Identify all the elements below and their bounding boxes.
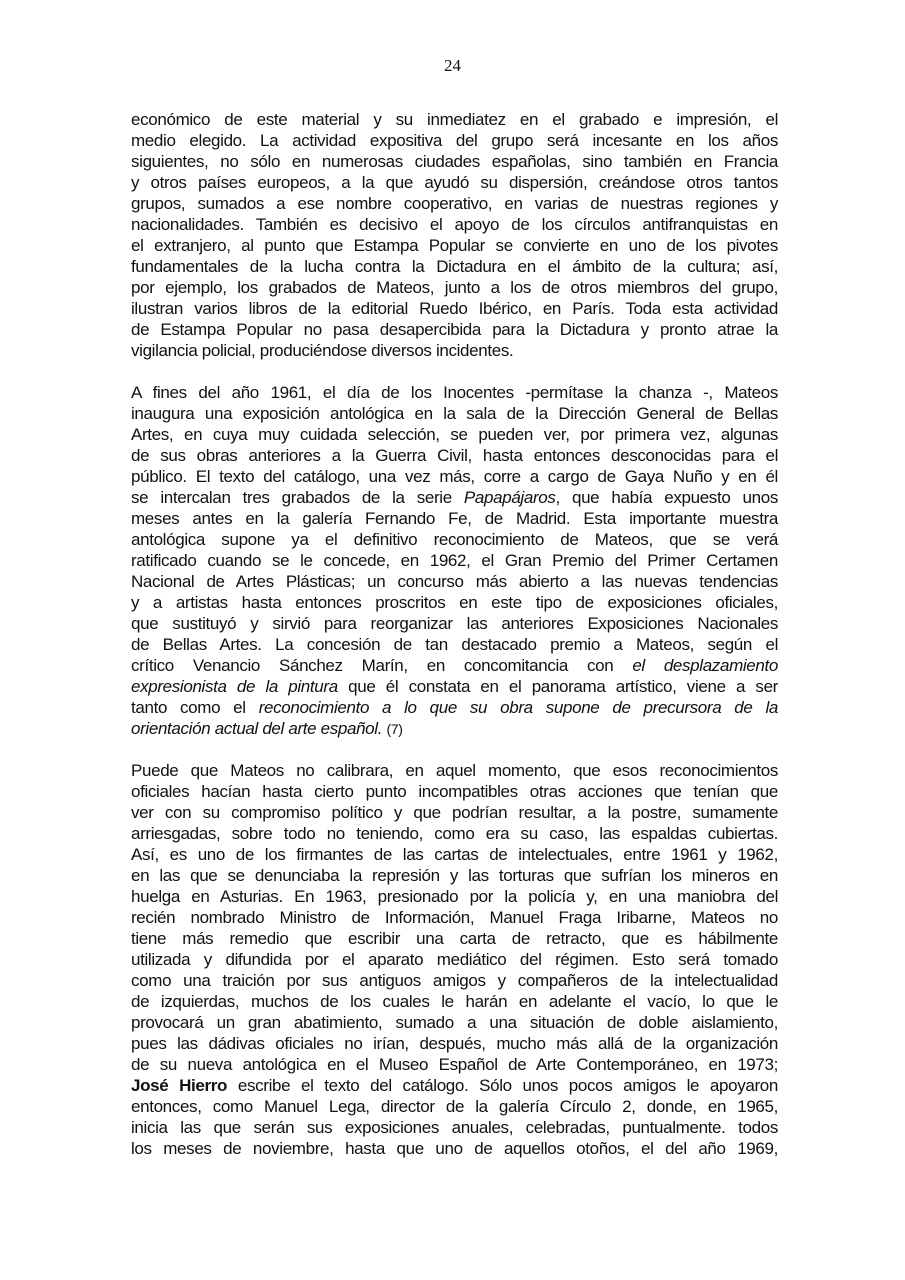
- text-segment: se intercalan tres grabados de la serie: [131, 488, 464, 507]
- text-line: de izquierdas, muchos de los cuales le harán en adelante el vacío, lo que le: [131, 992, 778, 1011]
- text-line: utilizada y difundida por el aparato mediático del régimen. Esto será tomado: [131, 950, 778, 969]
- text-line: en las que se denunciaba la represión y las torturas que sufrían los mineros en: [131, 866, 778, 885]
- text-line: [131, 655, 778, 676]
- page-number: 24: [444, 56, 461, 75]
- italic-text: el desplazamiento: [632, 656, 778, 675]
- text-line: vigilancia policial, produciéndose diversos incidentes.: [131, 341, 514, 360]
- text-line: [131, 1075, 778, 1096]
- text-line: siguientes, no sólo en numerosas ciudades españolas, sino también en Francia: [131, 152, 778, 171]
- text-line: Así, es uno de los firmantes de las cartas de intelectuales, entre 1961 y 1962,: [131, 845, 778, 864]
- text-line: provocará un gran abatimiento, sumado a una situación de doble aislamiento,: [131, 1013, 778, 1032]
- text-line: meses antes en la galería Fernando Fe, de Madrid. Esta importante muestra: [131, 509, 778, 528]
- paragraph: [131, 760, 778, 1159]
- text-line: inaugura una exposición antológica en la sala de la Dirección General de Bellas: [131, 404, 778, 423]
- text-line: A fines del año 1961, el día de los Inocentes -permítase la chanza -, Mateos: [131, 383, 778, 402]
- text-line: Nacional de Artes Plásticas; un concurso más abierto a las nuevas tendencias: [131, 572, 778, 591]
- text-line: ver con su compromiso político y que podrían resultar, a la postre, sumamente: [131, 803, 778, 822]
- text-line: oficiales hacían hasta cierto punto incompatibles otras acciones que tenían que: [131, 782, 778, 801]
- text-line: de Bellas Artes. La concesión de tan destacado premio a Mateos, según el: [131, 635, 778, 654]
- text-segment: escribe el texto del catálogo. Sólo unos pocos amigos le apoyaron: [227, 1076, 778, 1095]
- italic-text: orientación actual del arte español.: [131, 719, 383, 738]
- paragraph: [131, 109, 778, 361]
- text-line: [131, 676, 778, 697]
- text-line: Puede que Mateos no calibrara, en aquel momento, que esos reconocimientos: [131, 761, 778, 780]
- italic-text: Papapájaros: [463, 488, 556, 507]
- text-line: fundamentales de la lucha contra la Dictadura en el ámbito de la cultura; así,: [131, 257, 778, 276]
- text-line: entonces, como Manuel Lega, director de la galería Círculo 2, donde, en 1965,: [131, 1097, 778, 1116]
- text-line: medio elegido. La actividad expositiva del grupo será incesante en los años: [131, 131, 778, 150]
- text-line: público. El texto del catálogo, una vez más, corre a cargo de Gaya Nuño y en él: [131, 467, 778, 486]
- text-line: de sus obras anteriores a la Guerra Civil, hasta entonces desconocidas para el: [131, 446, 778, 465]
- text-segment: tanto como el: [131, 698, 259, 717]
- text-line: por ejemplo, los grabados de Mateos, junto a los de otros miembros del grupo,: [131, 278, 778, 297]
- text-line: antológica supone ya el definitivo reconocimiento de Mateos, que se verá: [131, 530, 778, 549]
- paragraph: [131, 382, 778, 739]
- text-line: tiene más remedio que escribir una carta de retracto, que es hábilmente: [131, 929, 778, 948]
- text-line: ilustran varios libros de la editorial Ruedo Ibérico, en París. Toda esta actividad: [131, 299, 778, 318]
- text-line: pues las dádivas oficiales no irían, después, mucho más allá de la organización: [131, 1034, 778, 1053]
- text-segment: crítico Venancio Sánchez Marín, en concomitancia con: [131, 656, 633, 675]
- text-line: ratificado cuando se le concede, en 1962, el Gran Premio del Primer Certamen: [131, 551, 778, 570]
- text-line: como una traición por sus antiguos amigos y compañeros de la intelectualidad: [131, 971, 778, 990]
- text-line: Artes, en cuya muy cuidada selección, se pueden ver, por primera vez, algunas: [131, 425, 778, 444]
- italic-text: reconocimiento a lo que su obra supone de precursora de la: [258, 698, 778, 717]
- text-line: económico de este material y su inmediatez en el grabado e impresión, el: [131, 110, 778, 129]
- text-line: inicia las que serán sus exposiciones anuales, celebradas, puntualmente. todos: [131, 1118, 778, 1137]
- text-line: y otros países europeos, a la que ayudó su dispersión, creándose otros tantos: [131, 173, 778, 192]
- bold-name: José Hierro: [131, 1076, 228, 1095]
- text-line: nacionalidades. También es decisivo el apoyo de los círculos antifranquistas en: [131, 215, 778, 234]
- text-line: de su nueva antológica en el Museo Español de Arte Contemporáneo, en 1973;: [131, 1055, 778, 1074]
- text-line: que sustituyó y sirvió para reorganizar las anteriores Exposiciones Nacionales: [131, 614, 778, 633]
- text-segment: que él constata en el panorama artístico, viene a ser: [337, 677, 778, 696]
- italic-text: expresionista de la pintura: [131, 677, 338, 696]
- text-line: huelga en Asturias. En 1963, presionado por la policía y, en una maniobra del: [131, 887, 778, 906]
- text-line: el extranjero, al punto que Estampa Popular se convierte en uno de los pivotes: [131, 236, 778, 255]
- text-line: los meses de noviembre, hasta que uno de aquellos otoños, el del año 1969,: [131, 1139, 778, 1158]
- text-line: [131, 718, 778, 739]
- footnote-ref: (7): [386, 721, 403, 737]
- text-line: y a artistas hasta entonces proscritos en este tipo de exposiciones oficiales,: [131, 593, 778, 612]
- body-text: [131, 109, 778, 1180]
- text-line: de Estampa Popular no pasa desapercibida para la Dictadura y pronto atrae la: [131, 320, 778, 339]
- text-line: recién nombrado Ministro de Información, Manuel Fraga Iribarne, Mateos no: [131, 908, 778, 927]
- text-line: arriesgadas, sobre todo no teniendo, como era su caso, las espaldas cubiertas.: [131, 824, 778, 843]
- text-line: [131, 487, 778, 508]
- text-segment: , que había expuesto unos: [555, 488, 778, 507]
- text-line: [131, 697, 778, 718]
- text-line: grupos, sumados a ese nombre cooperativo, en varias de nuestras regiones y: [131, 194, 778, 213]
